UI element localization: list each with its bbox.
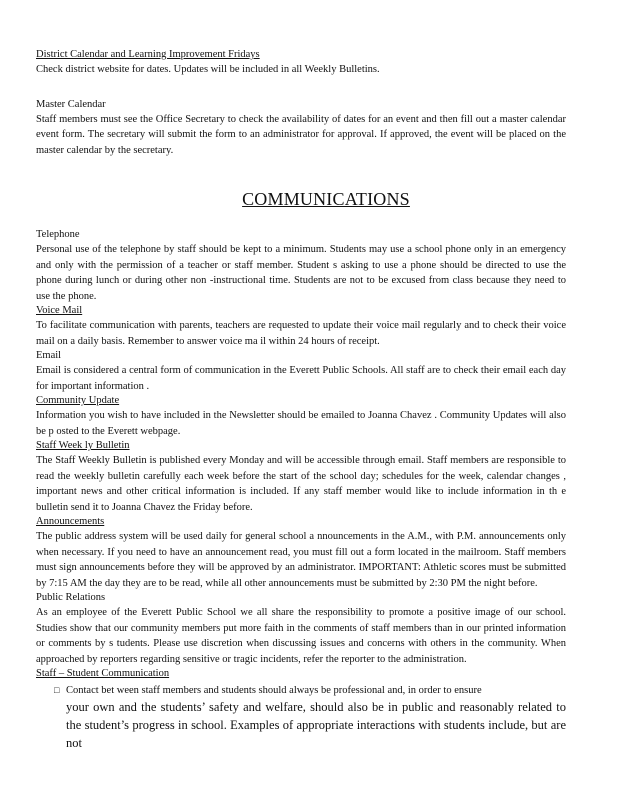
text-district-calendar: Check district website for dates. Updates will be included in all Weekly Bulletins. xyxy=(36,64,380,75)
section-public-relations xyxy=(36,591,566,667)
heading-master-calendar: Master Calendar xyxy=(36,98,106,110)
text-email: Email is considered a central form of communication in the Everett Public Schools. All staff are to check their email each day for important information . xyxy=(36,365,566,392)
text-telephone: Personal use of the telephone by staff should be kept to a minimum. Students may use a school phone only in an emergency and only with the permission of a teacher or staff member. Student s asking to use a phone should be directed to use the phone during lunch or during other non -instructional time. Students are not to be excused from class because they need to use the phone. xyxy=(36,244,566,302)
section-voice-mail xyxy=(36,304,566,349)
heading-district-calendar: District Calendar and Learning Improvement Fridays xyxy=(36,49,260,60)
document-page xyxy=(36,48,566,752)
section-staff-student xyxy=(36,667,566,752)
text-community-update: Information you wish to have included in the Newsletter should be emailed to Joanna Chavez . Community Updates will also be p osted to the Everett webpage. xyxy=(36,410,566,437)
section-district-calendar xyxy=(36,48,566,78)
bullet-square-icon: □ xyxy=(54,685,60,695)
text-announcements: The public address system will be used daily for general school a nnouncements in the A.M., with P.M. announcements only when necessary. If you need to have an announcement read, you must fill out a form located in the mailroom. Staff members must sign announcements before they will be approved by an administrator. IMPORTANT: Athletic scores must be submitted by 7:15 AM the day they are to be read, while all other announcements must be submitted by 2:30 PM the night before. xyxy=(36,531,566,589)
bullet-item xyxy=(36,683,566,698)
heading-email: Email xyxy=(36,350,62,361)
section-master-calendar xyxy=(36,98,566,159)
heading-public-relations: Public Relations xyxy=(36,592,106,603)
bullet-continuation-text: your own and the students’ safety and welfare, should also be in public and reasonably related to the student’s progress in school. Examples of appropriate interactions with students include, but are not xyxy=(66,700,566,750)
heading-staff-student: Staff – Student Communication xyxy=(36,668,170,679)
text-staff-weekly: The Staff Weekly Bulletin is published every Monday and will be accessible through email. Staff members are responsible to read the weekly bulletin carefully each week before the start of the school day; schedules for the week, calendar changes , important news and other critical information is included. If any staff member would like to include information in th e bulletin send it to Joanna Chavez the Friday before. xyxy=(36,455,566,513)
text-voice-mail: To facilitate communication with parents, teachers are requested to update their voice mail regularly and to check their voice mail on a daily basis. Remember to answer voice ma il within 24 hours of receipt. xyxy=(36,320,566,347)
heading-announcements: Announcements xyxy=(36,516,105,527)
section-telephone xyxy=(36,228,566,304)
heading-voice-mail: Voice Mail xyxy=(36,305,83,316)
section-community-update xyxy=(36,394,566,439)
section-announcements xyxy=(36,515,566,591)
bullet-lead-text: Contact bet ween staff members and students should always be professional and, in order to ensure xyxy=(66,685,482,696)
text-master-calendar: Staff members must see the Office Secretary to check the availability of dates for an event and then fill out a master calendar event form. The secretary will submit the form to an administrator for approval. If approved, the event will be placed on the master calendar by the secretary. xyxy=(36,113,566,156)
heading-telephone: Telephone xyxy=(36,229,80,240)
section-staff-weekly xyxy=(36,439,566,515)
heading-staff-weekly: Staff Week ly Bulletin xyxy=(36,440,130,451)
page-title: COMMUNICATIONS xyxy=(242,189,410,209)
heading-community-update: Community Update xyxy=(36,395,120,406)
section-email xyxy=(36,349,566,394)
text-public-relations: As an employee of the Everett Public School we all share the responsibility to promote a positive image of our school. Studies show that our community members put more faith in the comments of staff members than in our printed information or comments by s tudents. Please use discretion when discussing issues and concerns with others in the community. When approached by reporters regarding sensitive or tragic incidents, refer the reporter to the administration. xyxy=(36,607,566,665)
